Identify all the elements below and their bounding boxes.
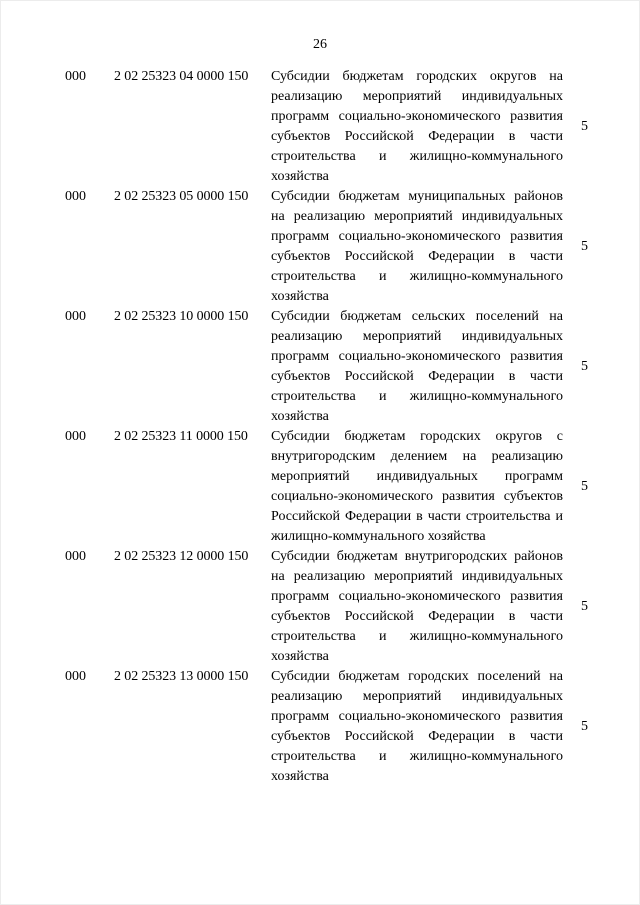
- admin-code-cell: 000: [65, 669, 86, 684]
- table-row: [0, 667, 640, 787]
- budget-code-cell: 2 02 25323 11 0000 150: [114, 429, 248, 444]
- admin-code-cell: 000: [65, 309, 86, 324]
- admin-code-cell: 000: [65, 429, 86, 444]
- table-row: [0, 427, 640, 547]
- income-name-cell: Субсидии бюджетам городских округов с внутригородским делением на реализацию мероприятий индивидуальных программ социально-экономического развития субъектов Российской Федерации в части строительства и жилищно-коммунального хозяйства: [271, 429, 563, 544]
- admin-code-cell: 000: [65, 189, 86, 204]
- income-name-cell: Субсидии бюджетам муниципальных районов на реализацию мероприятий индивидуальных программ социально-экономического развития субъектов Российской Федерации в части строительства и жилищно-коммунального хозяйства: [271, 189, 563, 304]
- table-row: [0, 307, 640, 427]
- budget-code-cell: 2 02 25323 10 0000 150: [114, 309, 249, 324]
- amount-cell: 5: [581, 119, 588, 134]
- budget-code-cell: 2 02 25323 12 0000 150: [114, 549, 249, 564]
- budget-code-cell: 2 02 25323 04 0000 150: [114, 69, 249, 84]
- income-name-cell: Субсидии бюджетам городских поселений на реализацию мероприятий индивидуальных программ социально-экономического развития субъектов Российской Федерации в части строительства и жилищно-коммунального хозяйства: [271, 669, 563, 784]
- table-row: [0, 547, 640, 667]
- amount-cell: 5: [581, 479, 588, 494]
- budget-code-cell: 2 02 25323 13 0000 150: [114, 669, 249, 684]
- admin-code-cell: 000: [65, 549, 86, 564]
- budget-classification-table: [0, 67, 640, 787]
- table-row: [0, 67, 640, 187]
- income-name-cell: Субсидии бюджетам городских округов на реализацию мероприятий индивидуальных программ социально-экономического развития субъектов Российской Федерации в части строительства и жилищно-коммунального хозяйства: [271, 69, 563, 184]
- income-name-cell: Субсидии бюджетам внутригородских районов на реализацию мероприятий индивидуальных программ социально-экономического развития субъектов Российской Федерации в части строительства и жилищно-коммунального хозяйства: [271, 549, 563, 664]
- income-name-cell: Субсидии бюджетам сельских поселений на реализацию мероприятий индивидуальных программ социально-экономического развития субъектов Российской Федерации в части строительства и жилищно-коммунального хозяйства: [271, 309, 563, 424]
- amount-cell: 5: [581, 239, 588, 254]
- amount-cell: 5: [581, 599, 588, 614]
- table-row: [0, 187, 640, 307]
- amount-cell: 5: [581, 359, 588, 374]
- amount-cell: 5: [581, 719, 588, 734]
- page-number: 26: [313, 37, 327, 52]
- budget-code-cell: 2 02 25323 05 0000 150: [114, 189, 249, 204]
- admin-code-cell: 000: [65, 69, 86, 84]
